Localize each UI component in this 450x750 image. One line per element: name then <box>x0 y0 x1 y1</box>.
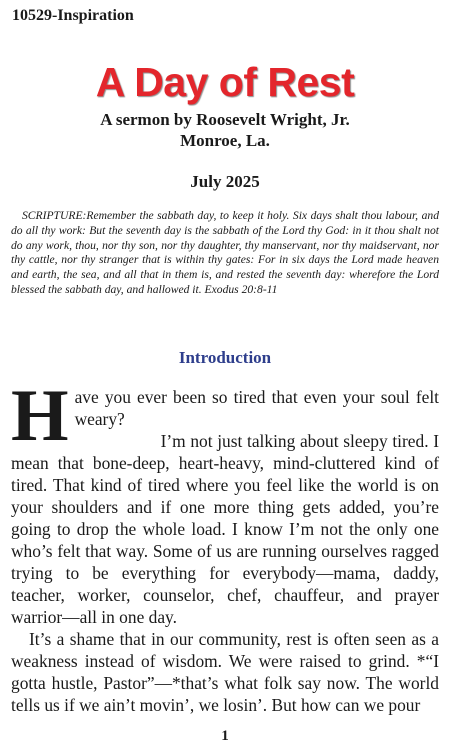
opening-line: ave you ever been so tired that even your soul felt weary? <box>74 387 439 429</box>
section-heading: Introduction <box>178 348 272 367</box>
drop-cap: H <box>11 375 69 457</box>
author-location: Monroe, La. <box>180 131 270 150</box>
page-number: 1 <box>221 728 229 744</box>
paragraph-2: It’s a shame that in our community, rest is often seen as a weakness instead of wisdom. We were raised to grind. *“I gotta hustle, Pastor”—*that’s what folk say now. The world tells us if we ain’t movin’, we losin’. But how can we pour <box>11 629 439 715</box>
author-byline: A sermon by Roosevelt Wright, Jr. <box>100 110 350 129</box>
sermon-title: A Day of Rest <box>95 59 355 105</box>
sermon-date: July 2025 <box>190 172 260 191</box>
sermon-body <box>11 375 439 716</box>
scripture-passage: SCRIPTURE:Remember the sabbath day, to keep it holy. Six days shalt thou labour, and do all thy work: But the seventh day is the sabbath of the Lord thy God: in it thou shalt not do any work, thou, nor thy son, nor thy daughter, thy manservant, nor thy maidservant, nor thy cattle, nor thy stranger that is within thy gates: For in six days the Lord made heaven and earth, the sea, and all that in them is, and rested the seventh day: wherefore the Lord blessed the sabbath day, and hallowed it. Exodus 20:8-11 <box>11 209 439 296</box>
paragraph-1: I’m not just talking about sleepy tired. I mean that bone-deep, heart-heavy, mind-cluttered kind of tired. That kind of tired where you feel like the world is on your shoulders and if one more thing gets added, you’re going to drop the whole load. I know I’m not the only one who’s felt that way. Some of us are running ourselves ragged trying to be everything for everybody—mama, daddy, teacher, worker, counselor, chef, chauffeur, and prayer warrior—all in one day. <box>11 431 439 627</box>
document-id: 10529-Inspiration <box>12 7 134 24</box>
